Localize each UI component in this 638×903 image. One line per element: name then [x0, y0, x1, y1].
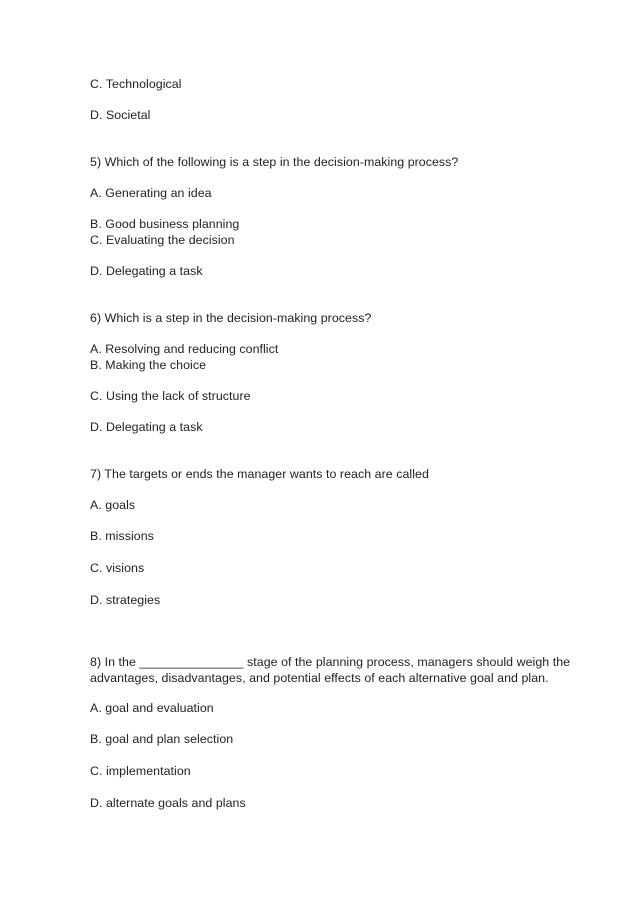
- question-7-option-c: C. visions: [90, 561, 145, 575]
- question-6-stem: 6) Which is a step in the decision-making process?: [90, 311, 372, 325]
- question-5-option-d: D. Delegating a task: [90, 264, 203, 278]
- question-5-option-c: C. Evaluating the decision: [90, 233, 235, 247]
- question-5-option-b: B. Good business planning: [90, 217, 240, 231]
- question-8-stem-line-2: advantages, disadvantages, and potential effects of each alternative goal and plan.: [90, 671, 549, 685]
- question-7-option-a: A. goals: [90, 498, 136, 512]
- question-7-option-d: D. strategies: [90, 593, 161, 607]
- option-c-prev: C. Technological: [90, 77, 182, 91]
- question-8-stem-line-1: 8) In the _______________ stage of the planning process, managers should weigh the: [90, 655, 571, 669]
- question-6-option-a: A. Resolving and reducing conflict: [90, 342, 279, 356]
- question-6-option-c: C. Using the lack of structure: [90, 389, 251, 403]
- question-8-option-a: A. goal and evaluation: [90, 701, 214, 715]
- question-8-option-d: D. alternate goals and plans: [90, 796, 246, 810]
- question-7-stem: 7) The targets or ends the manager wants to reach are called: [90, 467, 429, 481]
- question-7-option-b: B. missions: [90, 529, 154, 543]
- option-d-prev: D. Societal: [90, 108, 151, 122]
- question-6-option-d: D. Delegating a task: [90, 420, 203, 434]
- question-5-stem: 5) Which of the following is a step in the decision-making process?: [90, 155, 459, 169]
- question-6-option-b: B. Making the choice: [90, 358, 207, 372]
- question-5-option-a: A. Generating an idea: [90, 186, 212, 200]
- question-8-option-c: C. implementation: [90, 764, 191, 778]
- question-8-option-b: B. goal and plan selection: [90, 732, 234, 746]
